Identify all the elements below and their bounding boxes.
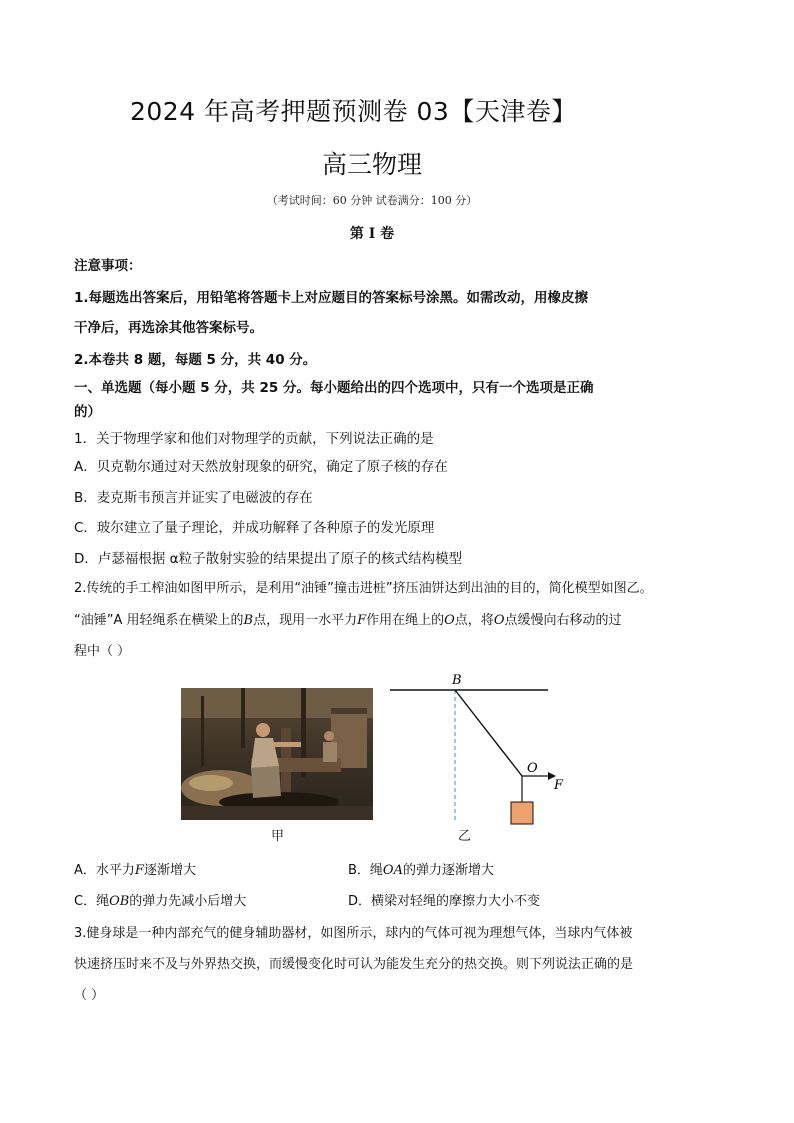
label-b: B [452,673,462,688]
q2-var-o: O [444,613,455,628]
q2-text-e: 点缓慢向右移动的过 [504,613,622,628]
q3-stem-line-3: （ ） [74,988,105,1003]
q2-var-f: F [357,613,367,628]
q2-option-b-var: OA [382,863,403,878]
q1-option-b: B．麦克斯韦预言并证实了电磁波的存在 [74,490,313,506]
label-o: O [527,761,538,776]
q2-option-a: A．水平力F逐渐增大 [74,863,196,878]
weight-block-a [511,802,533,824]
q2-var-b: B [243,613,254,628]
q3-stem-line-1: 3.健身球是一种内部充气的健身辅助器材，如图所示，球内的气体可视为理想气体，当球内气体被 [74,926,633,941]
q2-stem-line-1: 2.传统的手工榨油如图甲所示，是利用“油锤”撞击进桩”挤压油饼达到出油的目的，简化模型如图乙。 [74,581,653,596]
figure-b-caption: 乙 [458,829,472,844]
q2-option-c-var: OB [109,894,130,909]
oil-press-photo [181,688,373,820]
exam-info: （考试时间：60 分钟 试卷满分：100 分） [266,194,478,207]
q2-text-c: 作用在绳上的 [366,613,445,628]
section-heading-line-2: 的） [74,404,101,420]
subject-title: 高三物理 [321,150,422,179]
q1-stem: 1．关于物理学家和他们对物理学的贡献，下列说法正确的是 [74,431,434,447]
q2-text-a: “油锤”A 用轻绳系在横梁上的 [74,613,244,628]
rope-ob [455,690,522,776]
section-heading-line-1: 一、单选题（每小题 5 分，共 25 分。每小题给出的四个选项中，只有一个选项是正确 [74,380,594,396]
note-1-line-1: 1.每题选出答案后，用铅笔将答题卡上对应题目的答案标号涂黑。如需改动，用橡皮擦 [74,290,589,306]
q2-option-c: C．绳OB的弹力先减小后增大 [74,894,247,909]
q1-option-a: A．贝克勒尔通过对天然放射现象的研究，确定了原子核的存在 [74,459,448,475]
q2-var-o-2: O [493,613,505,628]
page-title: 2024 年高考押题预测卷 03【天津卷】 [130,97,577,126]
q2-option-a-var: F [134,863,144,878]
label-f: F [554,778,564,793]
q2-stem-line-3: 程中（ ） [74,644,131,659]
note-2: 2.本卷共 8 题，每题 5 分，共 40 分。 [74,352,317,368]
q2-text-d: 点，将 [454,613,494,628]
q2-stem-line-2 [74,609,622,628]
note-1-line-2: 干净后，再选涂其他答案标号。 [74,320,263,336]
q2-text-b: 点，现用一水平力 [253,613,358,628]
force-diagram [388,672,568,832]
volume-heading: 第 I 卷 [349,226,395,242]
q2-option-b: B．绳OA的弹力逐渐增大 [348,863,494,878]
q3-stem-line-2: 快速挤压时来不及与外界热交换，而缓慢变化时可认为能发生充分的热交换。则下列说法正确的是 [74,957,634,972]
q2-option-d: D．横梁对轻绳的摩擦力大小不变 [348,894,541,909]
figure-a-caption: 甲 [271,829,285,844]
notes-heading: 注意事项： [74,258,142,274]
q1-option-d: D．卢瑟福根据 α粒子散射实验的结果提出了原子的核式结构模型 [74,551,463,567]
q1-option-c: C．玻尔建立了量子理论，并成功解释了各种原子的发光原理 [74,520,435,536]
